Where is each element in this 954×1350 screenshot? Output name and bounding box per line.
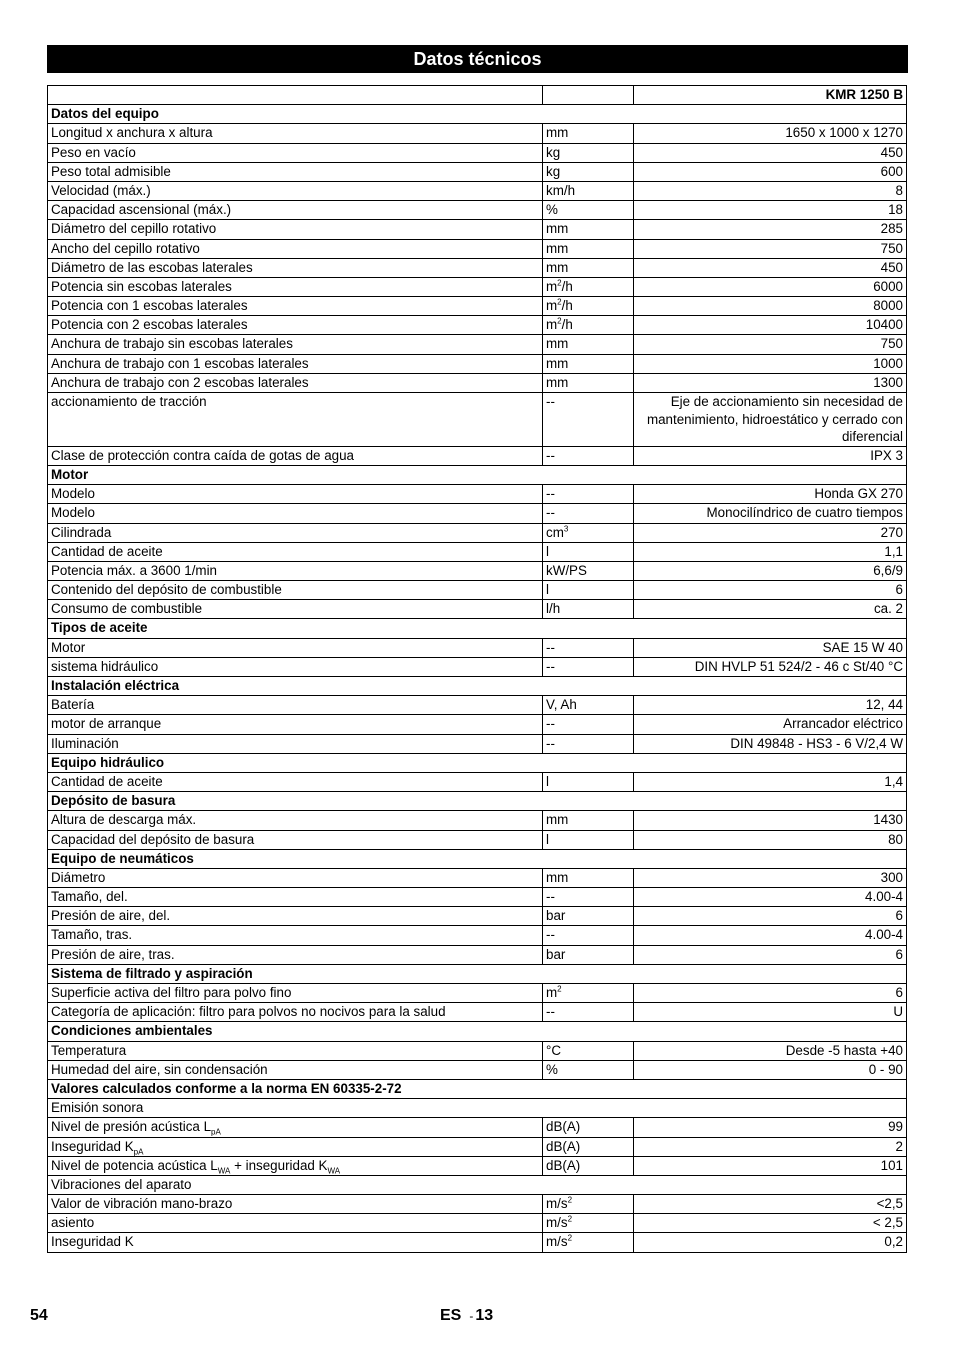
row-label: Peso en vacío	[48, 143, 543, 162]
row-label: Motor	[48, 638, 543, 657]
table-row	[48, 734, 907, 753]
row-label: Tamaño, tras.	[48, 926, 543, 945]
table-row	[48, 373, 907, 392]
row-unit: mm	[543, 868, 634, 887]
table-row	[48, 277, 907, 296]
row-value: ca. 2	[634, 600, 907, 619]
table-row	[48, 926, 907, 945]
row-value: 8000	[634, 297, 907, 316]
table-row	[48, 830, 907, 849]
table-row	[48, 1175, 907, 1194]
row-label: Vibraciones del aparato	[48, 1175, 907, 1194]
section-heading-row	[48, 753, 907, 772]
table-row	[48, 772, 907, 791]
table-row	[48, 1041, 907, 1060]
row-label: Presión de aire, tras.	[48, 945, 543, 964]
row-value: 6	[634, 907, 907, 926]
section-heading: Sistema de filtrado y aspiración	[48, 964, 907, 983]
row-label: Temperatura	[48, 1041, 543, 1060]
table-row	[48, 181, 907, 200]
row-value: 1650 x 1000 x 1270	[634, 124, 907, 143]
section-heading: Instalación eléctrica	[48, 677, 907, 696]
section-heading: Depósito de basura	[48, 792, 907, 811]
row-value: 6,6/9	[634, 561, 907, 580]
row-label: Superficie activa del filtro para polvo fino	[48, 984, 543, 1003]
table-row	[48, 124, 907, 143]
row-label: Diámetro de las escobas laterales	[48, 258, 543, 277]
row-unit: %	[543, 1060, 634, 1079]
row-value: 4.00-4	[634, 888, 907, 907]
row-value: Eje de accionamiento sin necesidad de mantenimiento, hidroestático y cerrado con diferencial	[634, 393, 907, 447]
table-row	[48, 504, 907, 523]
table-row	[48, 1099, 907, 1118]
table-row	[48, 523, 907, 542]
row-value: 6000	[634, 277, 907, 296]
row-value: IPX 3	[634, 446, 907, 465]
table-row	[48, 811, 907, 830]
section-heading-row	[48, 964, 907, 983]
row-unit: --	[543, 888, 634, 907]
section-heading-row	[48, 619, 907, 638]
row-label: Anchura de trabajo sin escobas laterales	[48, 335, 543, 354]
row-label: Diámetro del cepillo rotativo	[48, 220, 543, 239]
row-label: Categoría de aplicación: filtro para polvos no nocivos para la salud	[48, 1003, 543, 1022]
row-unit: $cm^3$	[543, 523, 634, 542]
row-label: Diámetro	[48, 868, 543, 887]
table-row	[48, 239, 907, 258]
table-row	[48, 258, 907, 277]
section-heading-row	[48, 465, 907, 484]
row-value: 1,1	[634, 542, 907, 561]
table-row	[48, 600, 907, 619]
row-label: Inseguridad $K_{pA}$	[48, 1137, 543, 1156]
table-row	[48, 945, 907, 964]
row-value: DIN HVLP 51 524/2 - 46 c St/40 °C	[634, 657, 907, 676]
table-row	[48, 1060, 907, 1079]
row-unit: °C	[543, 1041, 634, 1060]
table-row	[48, 201, 907, 220]
row-unit: mm	[543, 258, 634, 277]
section-heading-row	[48, 1079, 907, 1098]
row-label: Batería	[48, 696, 543, 715]
row-label: asiento	[48, 1214, 543, 1233]
row-value: 6	[634, 984, 907, 1003]
section-heading: Condiciones ambientales	[48, 1022, 907, 1041]
row-unit: kg	[543, 162, 634, 181]
row-unit: $m/s^2$	[543, 1195, 634, 1214]
row-unit: --	[543, 734, 634, 753]
row-label: Peso total admisible	[48, 162, 543, 181]
row-value: 450	[634, 258, 907, 277]
section-heading: Equipo de neumáticos	[48, 849, 907, 868]
table-row	[48, 485, 907, 504]
row-value: 12, 44	[634, 696, 907, 715]
table-row	[48, 143, 907, 162]
row-unit: --	[543, 715, 634, 734]
section-heading-row	[48, 677, 907, 696]
row-value: 750	[634, 335, 907, 354]
row-unit: --	[543, 504, 634, 523]
row-value: 0 - 90	[634, 1060, 907, 1079]
row-label: motor de arranque	[48, 715, 543, 734]
row-value: 600	[634, 162, 907, 181]
row-label: Anchura de trabajo con 1 escobas laterales	[48, 354, 543, 373]
row-value: 99	[634, 1118, 907, 1137]
row-value: 750	[634, 239, 907, 258]
row-value: 4.00-4	[634, 926, 907, 945]
section-heading-row	[48, 849, 907, 868]
section-heading: Tipos de aceite	[48, 619, 907, 638]
row-unit: --	[543, 446, 634, 465]
table-row	[48, 561, 907, 580]
row-value: <2,5	[634, 1195, 907, 1214]
row-value: 0,2	[634, 1233, 907, 1252]
table-row	[48, 868, 907, 887]
section-heading: Motor	[48, 465, 907, 484]
row-unit: %	[543, 201, 634, 220]
row-label: Consumo de combustible	[48, 600, 543, 619]
header-empty-cell	[48, 86, 543, 105]
row-value: 6	[634, 581, 907, 600]
spec-table	[47, 85, 907, 1253]
row-unit: $m^2/h$	[543, 316, 634, 335]
table-row	[48, 888, 907, 907]
row-unit: kW/PS	[543, 561, 634, 580]
row-label: Potencia con 1 escobas laterales	[48, 297, 543, 316]
row-value: 1,4	[634, 772, 907, 791]
table-row	[48, 542, 907, 561]
row-unit: l	[543, 581, 634, 600]
row-label: Potencia máx. a 3600 1/min	[48, 561, 543, 580]
table-row	[48, 1195, 907, 1214]
row-value: < 2,5	[634, 1214, 907, 1233]
row-unit: mm	[543, 124, 634, 143]
row-value: 101	[634, 1156, 907, 1175]
row-unit: l	[543, 772, 634, 791]
table-row	[48, 1233, 907, 1252]
row-label: Valor de vibración mano-brazo	[48, 1195, 543, 1214]
table-row	[48, 297, 907, 316]
row-unit: $m^2/h$	[543, 297, 634, 316]
row-unit: l/h	[543, 600, 634, 619]
row-value: Honda GX 270	[634, 485, 907, 504]
row-unit: mm	[543, 220, 634, 239]
table-row	[48, 1003, 907, 1022]
row-value: Arrancador eléctrico	[634, 715, 907, 734]
row-unit: dB(A)	[543, 1137, 634, 1156]
row-value: 6	[634, 945, 907, 964]
row-value: 285	[634, 220, 907, 239]
row-value: 8	[634, 181, 907, 200]
table-row	[48, 393, 907, 447]
page-lang-ref	[440, 1307, 493, 1325]
row-value: 2	[634, 1137, 907, 1156]
lang-code: ES	[440, 1307, 462, 1324]
page-title: Datos técnicos	[47, 45, 908, 73]
row-unit: mm	[543, 354, 634, 373]
row-label: Inseguridad K	[48, 1233, 543, 1252]
row-unit: --	[543, 393, 634, 447]
table-row	[48, 335, 907, 354]
section-heading: Datos del equipo	[48, 105, 907, 124]
row-value: DIN 49848 - HS3 - 6 V/2,4 W	[634, 734, 907, 753]
table-row	[48, 696, 907, 715]
row-unit: V, Ah	[543, 696, 634, 715]
row-label: Anchura de trabajo con 2 escobas laterales	[48, 373, 543, 392]
row-unit: --	[543, 1003, 634, 1022]
table-row	[48, 1214, 907, 1233]
header-empty-cell	[543, 86, 634, 105]
row-unit: dB(A)	[543, 1156, 634, 1175]
page-number: 54	[30, 1307, 48, 1324]
table-row	[48, 1156, 907, 1175]
row-value: 1000	[634, 354, 907, 373]
row-unit: l	[543, 830, 634, 849]
row-unit: $m^2$	[543, 984, 634, 1003]
row-unit: dB(A)	[543, 1118, 634, 1137]
lang-page: 13	[475, 1307, 494, 1324]
row-label: Humedad del aire, sin condensación	[48, 1060, 543, 1079]
row-value: Monocilíndrico de cuatro tiempos	[634, 504, 907, 523]
row-label: Potencia sin escobas laterales	[48, 277, 543, 296]
row-label: Capacidad ascensional (máx.)	[48, 201, 543, 220]
row-label: Capacidad del depósito de basura	[48, 830, 543, 849]
row-value: 300	[634, 868, 907, 887]
row-label: Tamaño, del.	[48, 888, 543, 907]
row-value: 1430	[634, 811, 907, 830]
row-unit: --	[543, 926, 634, 945]
row-unit: $m/s^2$	[543, 1214, 634, 1233]
row-value: 18	[634, 201, 907, 220]
row-label: Cantidad de aceite	[48, 542, 543, 561]
row-unit: bar	[543, 945, 634, 964]
row-label: Contenido del depósito de combustible	[48, 581, 543, 600]
table-row	[48, 220, 907, 239]
section-heading: Equipo hidráulico	[48, 753, 907, 772]
row-label: Velocidad (máx.)	[48, 181, 543, 200]
lang-separator: -	[469, 1309, 474, 1323]
table-row	[48, 984, 907, 1003]
row-label: Iluminación	[48, 734, 543, 753]
row-label: Clase de protección contra caída de gotas de agua	[48, 446, 543, 465]
table-header-row	[48, 86, 907, 105]
section-heading-row	[48, 792, 907, 811]
row-label: Potencia con 2 escobas laterales	[48, 316, 543, 335]
table-row	[48, 354, 907, 373]
row-label: accionamiento de tracción	[48, 393, 543, 447]
section-heading: Valores calculados conforme a la norma EN 60335-2-72	[48, 1079, 907, 1098]
row-value: 10400	[634, 316, 907, 335]
row-label: Emisión sonora	[48, 1099, 907, 1118]
row-unit: mm	[543, 335, 634, 354]
table-row	[48, 316, 907, 335]
row-value: U	[634, 1003, 907, 1022]
row-unit: --	[543, 657, 634, 676]
row-label: Cantidad de aceite	[48, 772, 543, 791]
table-row	[48, 907, 907, 926]
table-row	[48, 1118, 907, 1137]
row-unit: kg	[543, 143, 634, 162]
row-unit: mm	[543, 239, 634, 258]
row-label: Modelo	[48, 504, 543, 523]
row-unit: $m^2/h$	[543, 277, 634, 296]
section-heading-row	[48, 1022, 907, 1041]
table-row	[48, 581, 907, 600]
row-unit: mm	[543, 373, 634, 392]
row-label: Longitud x anchura x altura	[48, 124, 543, 143]
row-value: SAE 15 W 40	[634, 638, 907, 657]
row-value: Desde -5 hasta +40	[634, 1041, 907, 1060]
row-label: Nivel de potencia acústica $L_{WA}$ + inseguridad $K_{WA}$	[48, 1156, 543, 1175]
row-unit: $m/s^2$	[543, 1233, 634, 1252]
row-value: 1300	[634, 373, 907, 392]
row-unit: bar	[543, 907, 634, 926]
table-row	[48, 446, 907, 465]
row-label: Modelo	[48, 485, 543, 504]
row-value: 450	[634, 143, 907, 162]
table-row	[48, 657, 907, 676]
row-label: Altura de descarga máx.	[48, 811, 543, 830]
row-unit: --	[543, 485, 634, 504]
row-unit: mm	[543, 811, 634, 830]
row-label: Nivel de presión acústica $L_{pA}$	[48, 1118, 543, 1137]
row-label: Cilindrada	[48, 523, 543, 542]
table-row	[48, 162, 907, 181]
table-row	[48, 1137, 907, 1156]
row-value: 270	[634, 523, 907, 542]
row-value: 80	[634, 830, 907, 849]
row-label: Ancho del cepillo rotativo	[48, 239, 543, 258]
row-label: sistema hidráulico	[48, 657, 543, 676]
spec-table-body	[48, 86, 907, 1253]
model-header: KMR 1250 B	[634, 86, 907, 105]
table-row	[48, 715, 907, 734]
row-unit: km/h	[543, 181, 634, 200]
row-unit: --	[543, 638, 634, 657]
row-unit: l	[543, 542, 634, 561]
section-heading-row	[48, 105, 907, 124]
table-row	[48, 638, 907, 657]
row-label: Presión de aire, del.	[48, 907, 543, 926]
